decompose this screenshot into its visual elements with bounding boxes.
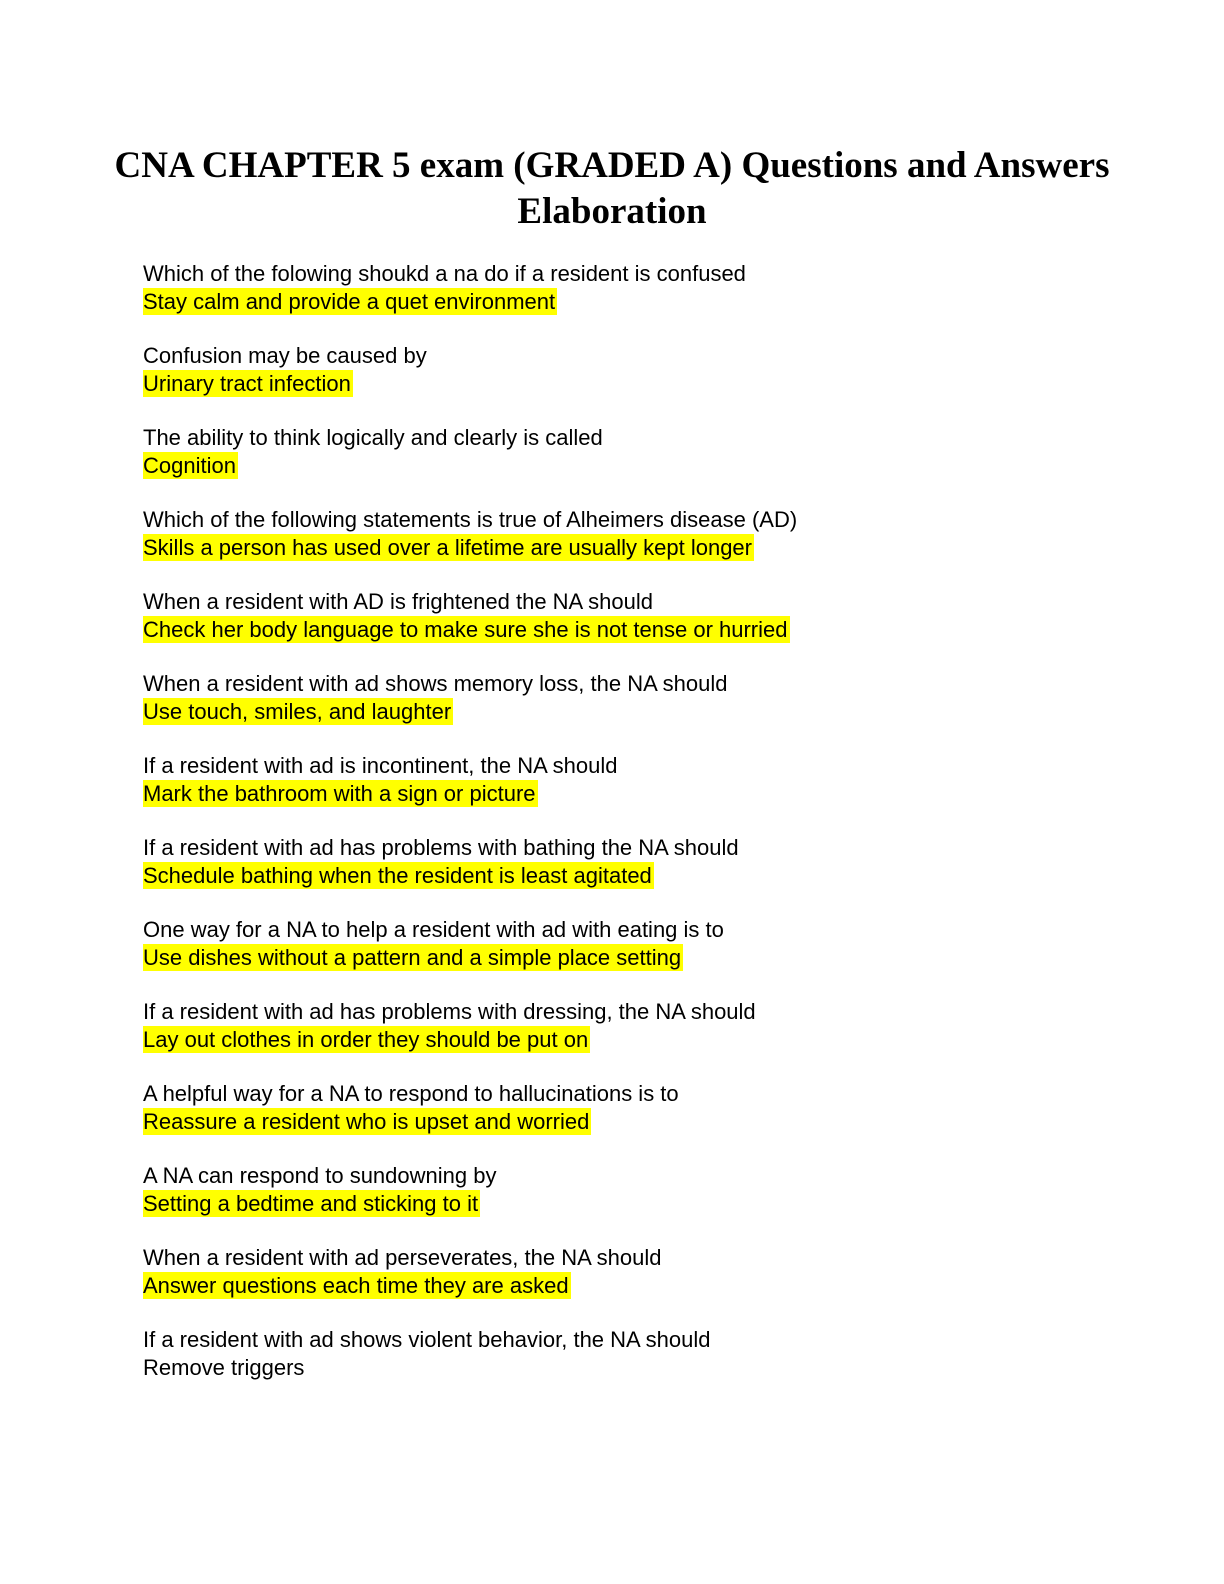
answer-highlight: Cognition [143, 453, 236, 478]
question-text: Which of the folowing shoukd a na do if a resident is confused [143, 261, 746, 286]
question-text: When a resident with ad perseverates, the NA should [143, 1245, 662, 1270]
answer-text [143, 780, 1103, 808]
question-text: Confusion may be caused by [143, 343, 427, 368]
question-text: If a resident with ad has problems with bathing the NA should [143, 835, 739, 860]
answer-highlight: Mark the bathroom with a sign or picture [143, 781, 536, 806]
qa-item [143, 998, 1103, 1080]
question-text: A NA can respond to sundowning by [143, 1163, 497, 1188]
qa-item [143, 1244, 1103, 1326]
question-text: When a resident with ad shows memory loss, the NA should [143, 671, 728, 696]
answer-highlight: Urinary tract infection [143, 371, 351, 396]
document-title: CNA CHAPTER 5 exam (GRADED A) Questions and Answers Elaboration [114, 145, 1110, 232]
question-text: When a resident with AD is frightened the NA should [143, 589, 653, 614]
qa-item [143, 260, 1103, 342]
answer-highlight: Stay calm and provide a quet environment [143, 289, 556, 314]
answer-text [143, 1272, 1103, 1300]
answer-highlight: Use touch, smiles, and laughter [143, 699, 452, 724]
answer-highlight: Lay out clothes in order they should be put on [143, 1027, 589, 1052]
answer-text [143, 1190, 1103, 1218]
question-text: The ability to think logically and clearly is called [143, 425, 603, 450]
answer-highlight: Skills a person has used over a lifetime are usually kept longer [143, 535, 752, 560]
answer-highlight: Schedule bathing when the resident is least agitated [143, 863, 652, 888]
qa-list [143, 260, 1103, 1408]
answer-text [143, 944, 1103, 972]
answer-text [143, 452, 1103, 480]
question-text: One way for a NA to help a resident with ad with eating is to [143, 917, 724, 942]
answer-text [143, 288, 1103, 316]
question-text: If a resident with ad is incontinent, the NA should [143, 753, 618, 778]
qa-item [143, 588, 1103, 670]
answer-text [143, 534, 1103, 562]
question-text: A helpful way for a NA to respond to hallucinations is to [143, 1081, 679, 1106]
answer-highlight: Answer questions each time they are asked [143, 1273, 569, 1298]
qa-item [143, 424, 1103, 506]
qa-item [143, 1326, 1103, 1408]
question-text: Which of the following statements is true of Alheimers disease (AD) [143, 507, 798, 532]
answer-highlight: Use dishes without a pattern and a simple place setting [143, 945, 682, 970]
qa-item [143, 670, 1103, 752]
qa-item [143, 1080, 1103, 1162]
qa-item [143, 834, 1103, 916]
qa-item [143, 752, 1103, 834]
answer-text [143, 1108, 1103, 1136]
answer-highlight: Setting a bedtime and sticking to it [143, 1191, 479, 1216]
question-text: If a resident with ad shows violent behavior, the NA should [143, 1327, 711, 1352]
answer-text [143, 370, 1103, 398]
answer-text [143, 616, 1103, 644]
answer-plain: Remove triggers [143, 1355, 305, 1380]
answer-highlight: Reassure a resident who is upset and worried [143, 1109, 590, 1134]
answer-text [143, 862, 1103, 890]
answer-text [143, 1354, 1103, 1382]
answer-text [143, 698, 1103, 726]
qa-item [143, 1162, 1103, 1244]
question-text: If a resident with ad has problems with dressing, the NA should [143, 999, 756, 1024]
qa-item [143, 506, 1103, 588]
answer-highlight: Check her body language to make sure she is not tense or hurried [143, 617, 788, 642]
qa-item [143, 916, 1103, 998]
qa-item [143, 342, 1103, 424]
answer-text [143, 1026, 1103, 1054]
